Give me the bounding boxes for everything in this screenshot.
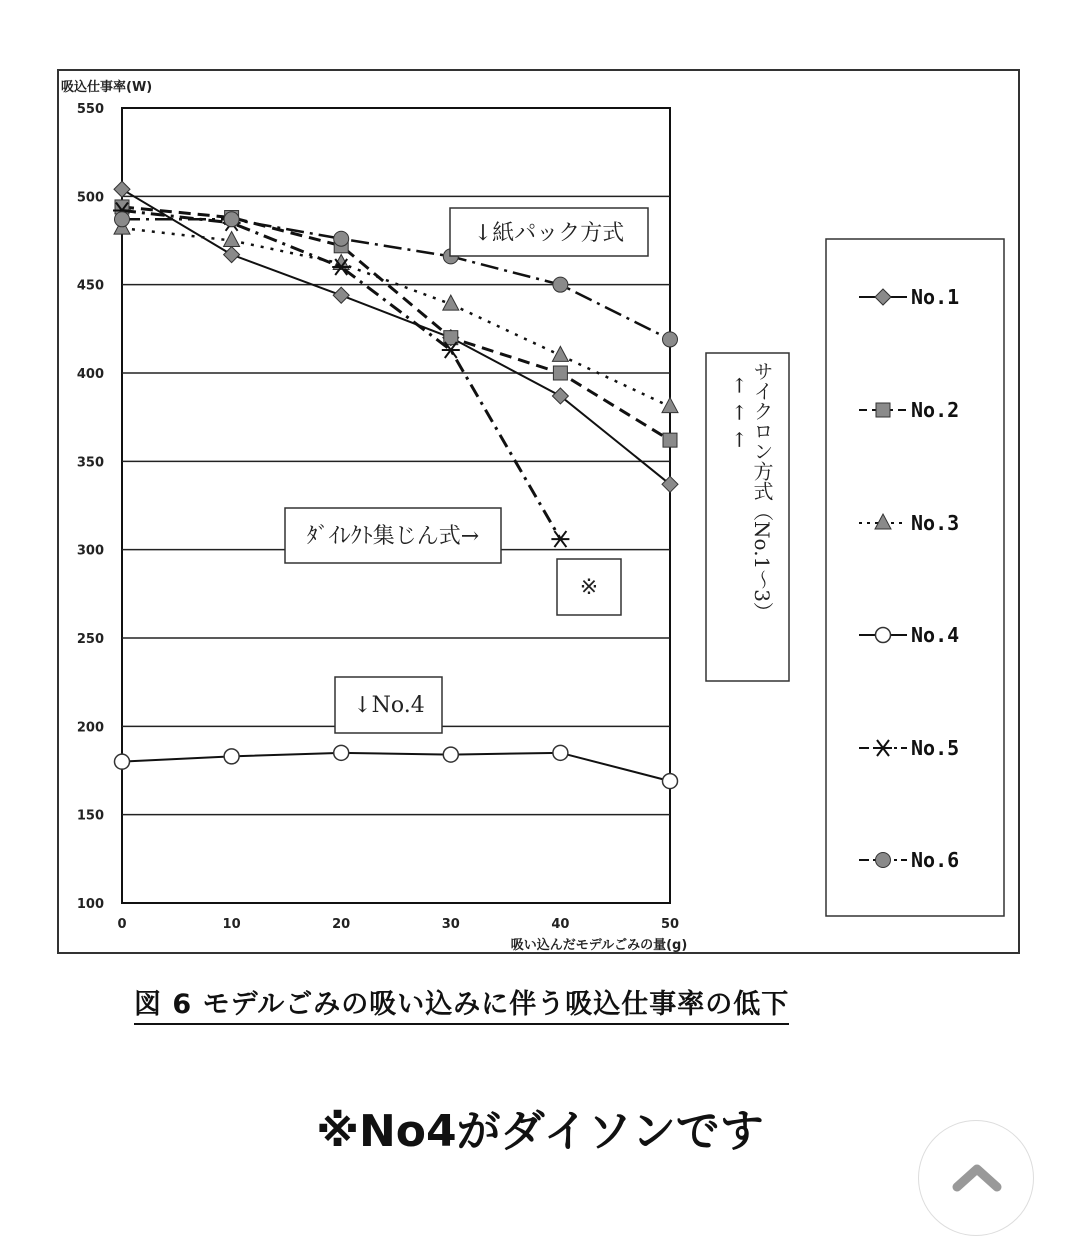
data-point-No.3 bbox=[552, 346, 568, 361]
legend-label: No.1 bbox=[911, 285, 960, 309]
y-axis-label: 吸込仕事率(W) bbox=[61, 80, 153, 95]
y-tick-label: 300 bbox=[76, 543, 104, 559]
x-tick-label: 20 bbox=[332, 917, 351, 932]
data-point-No.6 bbox=[115, 212, 130, 227]
data-point-No.4 bbox=[553, 745, 568, 760]
x-tick-label: 40 bbox=[551, 917, 570, 932]
data-point-No.4 bbox=[443, 747, 458, 762]
legend-label: No.4 bbox=[911, 623, 960, 647]
data-point-No.4 bbox=[663, 774, 678, 789]
legend-label: No.2 bbox=[911, 398, 960, 422]
y-tick-label: 450 bbox=[76, 278, 104, 294]
cyclone-arrows: ← ← ← bbox=[728, 377, 752, 450]
y-tick-label: 400 bbox=[76, 367, 104, 382]
legend-label: No.3 bbox=[911, 511, 960, 535]
legend-marker bbox=[876, 628, 891, 643]
data-point-No.1 bbox=[333, 287, 349, 303]
y-tick-label: 150 bbox=[76, 808, 104, 824]
scroll-to-top-button[interactable] bbox=[918, 1120, 1034, 1236]
cyclone-annotation: サイクロン方式（No.1〜3） bbox=[750, 361, 774, 622]
y-tick-label: 500 bbox=[76, 190, 104, 206]
x-tick-label: 30 bbox=[441, 917, 460, 932]
legend-box bbox=[826, 239, 1004, 916]
data-point-No.1 bbox=[224, 247, 240, 263]
x-axis-label: 吸い込んだモデルごみの量(g) bbox=[510, 938, 688, 952]
series-line-No.4 bbox=[122, 753, 670, 781]
y-tick-label: 100 bbox=[76, 897, 104, 912]
y-tick-label: 350 bbox=[76, 455, 104, 471]
data-point-No.4 bbox=[334, 745, 349, 760]
x-tick-label: 0 bbox=[117, 917, 127, 932]
data-point-No.6 bbox=[553, 277, 568, 292]
figure-caption: 図 6 モデルごみの吸い込みに伴う吸込仕事率の低下 bbox=[134, 982, 789, 1025]
data-point-No.3 bbox=[224, 232, 240, 247]
y-tick-label: 200 bbox=[76, 720, 104, 736]
data-point-No.2 bbox=[663, 433, 677, 447]
legend-marker bbox=[876, 853, 891, 868]
legend-label: No.6 bbox=[911, 848, 960, 872]
data-point-No.4 bbox=[115, 754, 130, 769]
data-point-No.1 bbox=[114, 181, 130, 197]
chart bbox=[59, 71, 1018, 952]
direct-annotation: ﾀﾞｲﾚｸﾄ集じん式→ bbox=[306, 524, 480, 549]
y-tick-label: 250 bbox=[76, 632, 104, 647]
data-point-No.5 bbox=[551, 531, 569, 547]
paper-pack-annotation: ↓紙パック方式 bbox=[473, 221, 625, 246]
data-point-No.2 bbox=[553, 366, 567, 380]
no4-annotation: ↓No.4 bbox=[353, 693, 425, 718]
kome-annotation: ※ bbox=[579, 575, 599, 600]
legend-marker bbox=[876, 403, 890, 417]
data-point-No.4 bbox=[224, 749, 239, 764]
y-tick-label: 550 bbox=[76, 102, 104, 117]
data-point-No.3 bbox=[443, 295, 459, 310]
x-tick-label: 10 bbox=[222, 917, 241, 932]
chevron-up-icon bbox=[952, 1161, 1002, 1193]
x-tick-label: 50 bbox=[660, 917, 680, 932]
data-point-No.3 bbox=[662, 398, 678, 413]
legend-label: No.5 bbox=[911, 736, 960, 760]
chart-frame bbox=[57, 69, 1020, 954]
data-point-No.6 bbox=[224, 212, 239, 227]
dyson-note: ※No4がダイソンです bbox=[316, 1106, 764, 1157]
data-point-No.6 bbox=[334, 231, 349, 246]
data-point-No.6 bbox=[663, 332, 678, 347]
